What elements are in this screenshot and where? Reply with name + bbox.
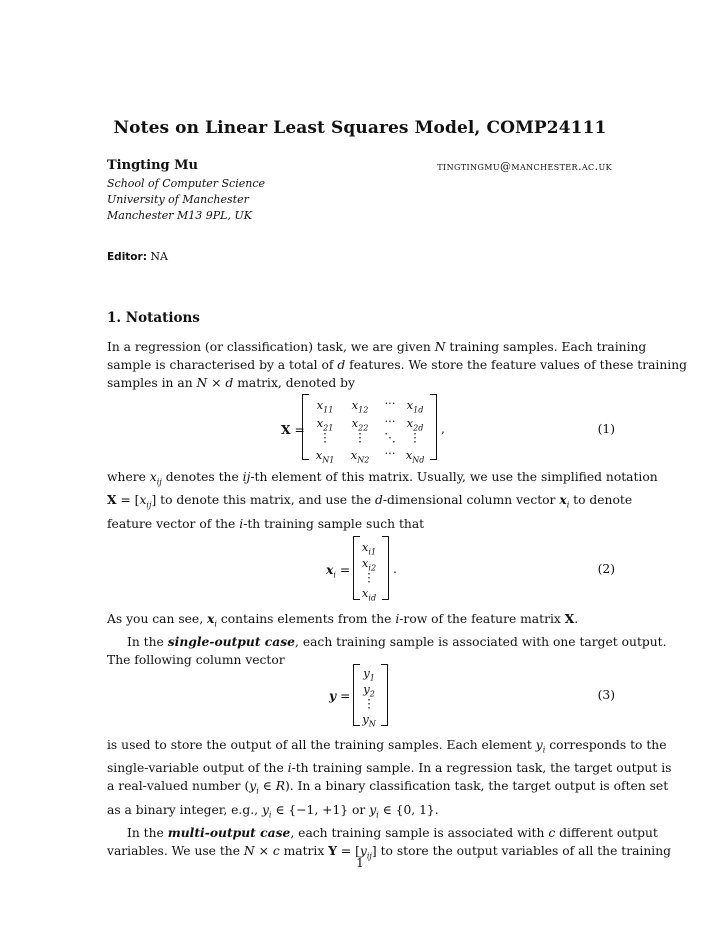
eq2-lhs: $x_i$ = bbox=[326, 562, 351, 580]
equation-2: $x_i$ = $x_{i1}$ $x_{i2}$ ⋮ $x_{id}$ . (2) bbox=[0, 534, 720, 604]
editor-value: NA bbox=[150, 250, 168, 263]
eq2-cell: $x_{i1}$ bbox=[361, 540, 377, 557]
eq1-cell: ··· bbox=[384, 414, 396, 428]
eq3-cell: $y_1$ bbox=[363, 666, 375, 683]
eq1-cell: ⋱ bbox=[384, 430, 396, 444]
eq1-cell: $x_{21}$ bbox=[316, 416, 334, 433]
eq1-cell: $x_{11}$ bbox=[316, 398, 334, 415]
author-email[interactable]: tingtingmu@manchester.ac.uk bbox=[437, 160, 612, 173]
eq2-cell: $x_{id}$ bbox=[361, 586, 377, 603]
equation-3 bbox=[0, 660, 720, 730]
eq1-cell: $x_{N1}$ bbox=[315, 448, 335, 465]
paragraph-output-vector: is used to store the output of all the training samples. Each element $y_i$ corresponds to the single-variable output of the i-th training sample. In a regression task, the target output is a real-valued number ($y_i$ ∈ R). In a binary classification task, the target output is often set as a binary integer, e.g., $y_i$ ∈ {−1, +1} or $y_i$ ∈ {0, 1}. In the multi-output case, each training sample is associated with c different output variables. We use the N × c matrix $Y = [y_{ij}]$ to store the output variables of all the training bbox=[107, 738, 672, 861]
eq2-cell: $x_{i2}$ bbox=[361, 556, 377, 573]
eq2-right-bracket bbox=[382, 536, 389, 600]
eq1-cell: $x_{1d}$ bbox=[406, 398, 424, 415]
eq1-cell: $x_{N2}$ bbox=[350, 448, 370, 465]
eq1-cell: ··· bbox=[384, 396, 396, 410]
eq3-lhs: y = bbox=[329, 688, 351, 703]
eq2-cell: ⋮ bbox=[363, 570, 375, 584]
eq1-cell: ⋮ bbox=[409, 430, 421, 444]
paragraph-single-output: As you can see, $x_i$ contains elements from the i-row of the feature matrix X. In the single-output case, each training sample is associated with one target output. The following column vector bbox=[107, 611, 667, 668]
eq3-cell: $y_N$ bbox=[362, 712, 376, 729]
eq3-cell: $y_2$ bbox=[363, 682, 375, 699]
eq3-cell: ⋮ bbox=[363, 696, 375, 710]
eq1-cell: $x_{Nd}$ bbox=[405, 448, 425, 465]
eq1-cell: ⋮ bbox=[354, 430, 366, 444]
equation-1: X = $x_{11}$ $x_{12}$ ··· $x_{1d}$ $x_{21}$ $x_{22}$ ··· $x_{2d}$ ⋮ ⋮ ⋱ ⋮ $x_{N1}$ $x_{N2}$ ··· $x_{Nd}$ , (1) bbox=[281, 396, 615, 465]
eq1-cell: $x_{12}$ bbox=[351, 398, 369, 415]
eq3-right-bracket bbox=[381, 664, 388, 726]
paper-title: Notes on Linear Least Squares Model, COMP24111 bbox=[113, 118, 607, 138]
affiliation-line-3: Manchester M13 9PL, UK bbox=[107, 209, 252, 222]
eq1-cell: $x_{2d}$ bbox=[406, 416, 424, 433]
affiliation-line-2: University of Manchester bbox=[107, 193, 249, 206]
paragraph-intro: In a regression (or classification) task, we are given N training samples. Each training sample is characterised by a total of d features. We store the feature values of these training samples in an N × d matrix, denoted by bbox=[107, 340, 687, 390]
editor-label: Editor: bbox=[107, 251, 147, 263]
affiliation-line-1: School of Computer Science bbox=[107, 177, 265, 190]
eq1-cell: ⋮ bbox=[319, 430, 331, 444]
author-name: Tingting Mu bbox=[107, 158, 199, 173]
eq2-number: (2) bbox=[597, 562, 615, 576]
eq1-right-bracket bbox=[430, 394, 437, 460]
eq3-number: (3) bbox=[597, 688, 615, 702]
page-number: 1 bbox=[356, 856, 364, 870]
paragraph-notation: where $x_{ij}$ denotes the ij-th element of this matrix. Usually, we use the simplified notation $X = [x_{ij}]$ to denote this matrix, and use the d-dimensional column vector $x_i$ to denote feature vector of the i-th training sample such that bbox=[107, 470, 658, 531]
eq1-number: (1) bbox=[597, 422, 615, 436]
eq1-cell: $x_{22}$ bbox=[351, 416, 369, 433]
eq1-lhs: X = bbox=[281, 422, 305, 437]
section-heading: 1. Notations bbox=[107, 310, 200, 326]
eq1-cell: ··· bbox=[384, 446, 396, 460]
editor-line bbox=[107, 250, 168, 263]
